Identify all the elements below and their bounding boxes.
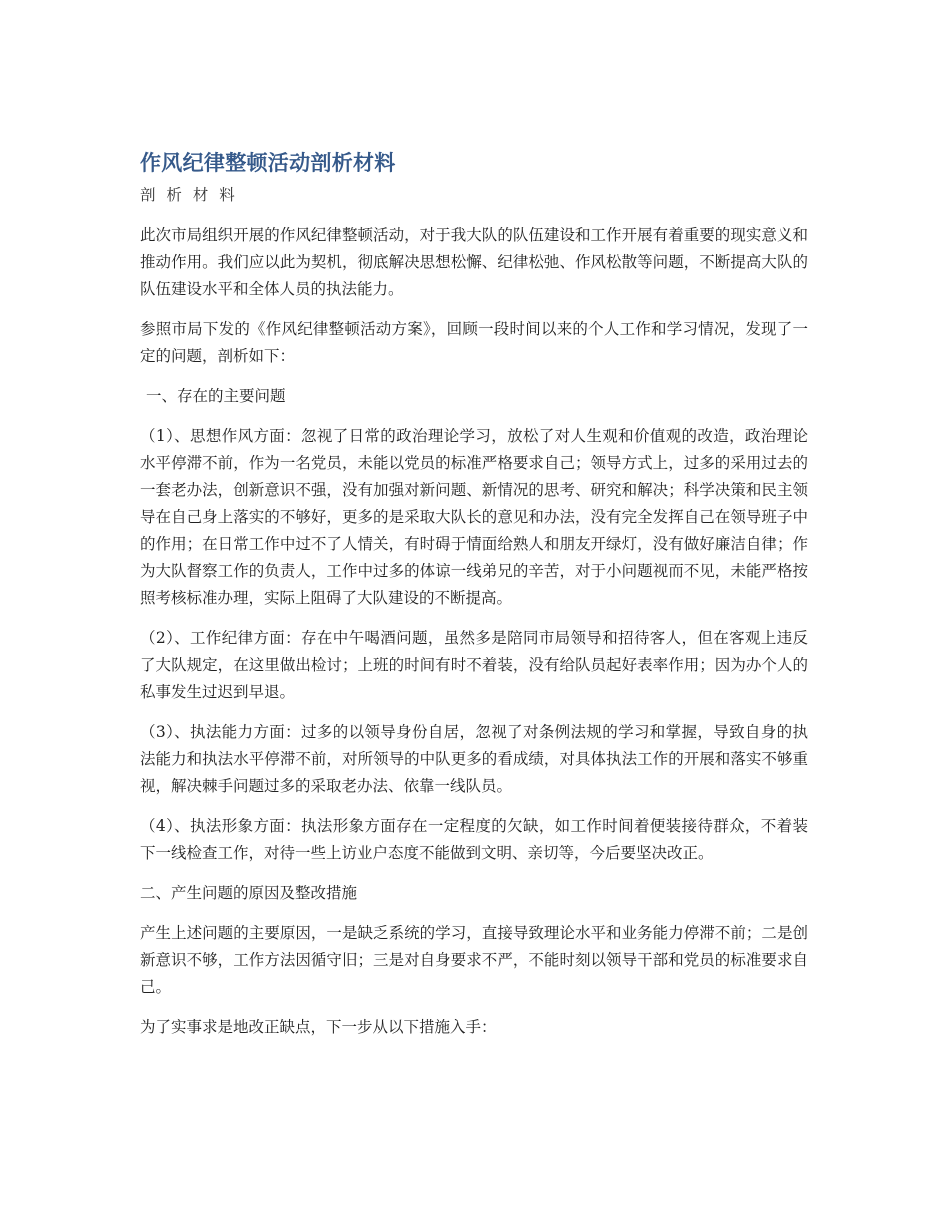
problem-discipline-paragraph: （2）、工作纪律方面：存在中午喝酒问题，虽然多是陪同市局领导和招待客人，但在客观上违反了大队规定，在这里做出检讨；上班的时间有时不着装，没有给队员起好表率作用；因为办个人的私事发生过迟到早退。 xyxy=(140,629,808,701)
problem-enforcement-ability-paragraph: （3）、执法能力方面：过多的以领导身份自居，忽视了对条例法规的学习和掌握，导致自身的执法能力和执法水平停滞不前，对所领导的中队更多的看成绩，对具体执法工作的开展和落实不够重视，解决棘手问题过多的采取老办法、依靠一线队员。 xyxy=(140,723,808,795)
problem-enforcement-image-paragraph: （4）、执法形象方面：执法形象方面存在一定程度的欠缺，如工作时间着便装接待群众，不着装下一线检查工作，对待一些上访业户态度不能做到文明、亲切等，今后要坚决改正。 xyxy=(140,817,808,862)
reference-paragraph: 参照市局下发的《作风纪律整顿活动方案》，回顾一段时间以来的个人工作和学习情况，发现了一定的问题，剖析如下： xyxy=(140,320,808,365)
causes-paragraph: 产生上述问题的主要原因，一是缺乏系统的学习，直接导致理论水平和业务能力停滞不前；二是创新意识不够，工作方法因循守旧；三是对自身要求不严，不能时刻以领导干部和党员的标准要求自己。 xyxy=(140,924,808,996)
intro-paragraph: 此次市局组织开展的作风纪律整顿活动，对于我大队的队伍建设和工作开展有着重要的现实意义和推动作用。我们应以此为契机，彻底解决思想松懈、纪律松弛、作风松散等问题，不断提高大队的队伍建设水平和全体人员的执法能力。 xyxy=(140,226,808,298)
document-page xyxy=(140,148,808,1054)
problem-ideology-paragraph: （1）、思想作风方面：忽视了日常的政治理论学习，放松了对人生观和价值观的改造，政治理论水平停滞不前，作为一名党员，未能以党员的标准严格要求自己；领导方式上，过多的采用过去的一套老办法，创新意识不强，没有加强对新问题、新情况的思考、研究和解决；科学决策和民主领导在自己身上落实的不够好，更多的是采取大队长的意见和办法，没有完全发挥自己在领导班子中的作用；在日常工作中过不了人情关，有时碍于情面给熟人和朋友开绿灯，没有做好廉洁自律；作为大队督察工作的负责人，工作中过多的体谅一线弟兄的辛苦，对于小问题视而不见，未能严格按照考核标准办理，实际上阻碍了大队建设的不断提高。 xyxy=(140,427,808,607)
section-heading-problems: 一、存在的主要问题 xyxy=(146,387,286,405)
measures-intro-paragraph: 为了实事求是地改正缺点，下一步从以下措施入手： xyxy=(140,1018,497,1036)
section-heading-causes: 二、产生问题的原因及整改措施 xyxy=(140,884,358,902)
document-subtitle: 剖 析 材 料 xyxy=(140,186,238,204)
document-title: 作风纪律整顿活动剖析材料 xyxy=(140,151,396,175)
